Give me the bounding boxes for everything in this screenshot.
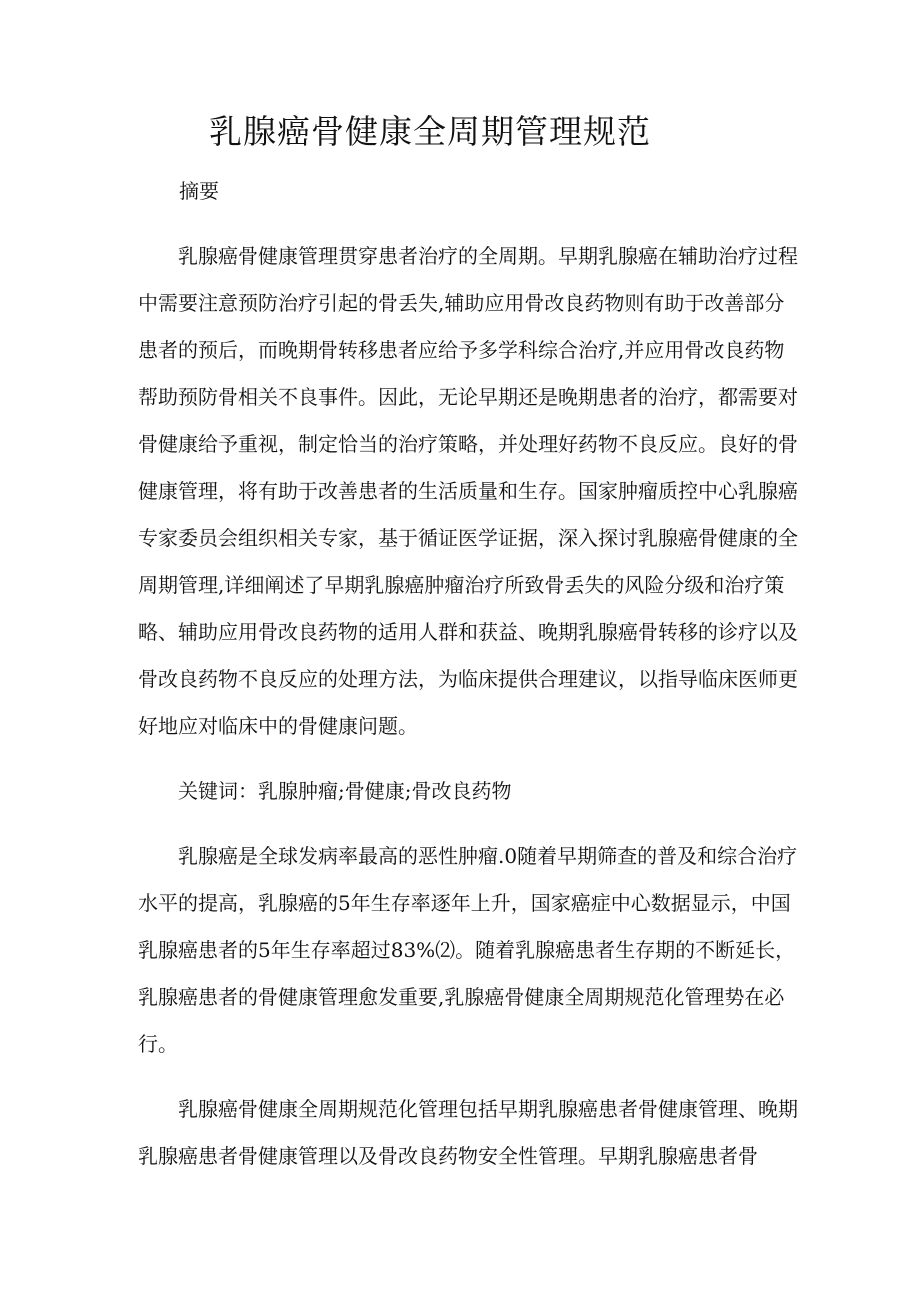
body-paragraph-2: 乳腺癌骨健康全周期规范化管理包括早期乳腺癌患者骨健康管理、晚期乳腺癌患者骨健康管理以及骨改良药物安全性管理。早期乳腺癌患者骨 xyxy=(138,1097,798,1168)
abstract-label: 摘要 xyxy=(179,179,219,203)
keywords-line: 关键词：乳腺肿瘤;骨健康;骨改良药物 xyxy=(178,779,512,803)
document-body xyxy=(138,168,798,1180)
document-title: 乳腺癌骨健康全周期管理规范 xyxy=(209,112,651,151)
body-paragraph-1: 乳腺癌是全球发病率最高的恶性肿瘤.0随着早期筛查的普及和综合治疗水平的提高，乳腺癌的5年生存率逐年上升，国家癌症中心数据显示，中国乳腺癌患者的5年生存率超过83%⑵。随着乳腺癌患者生存期的不断延长，乳腺癌患者的骨健康管理愈发重要,乳腺癌骨健康全周期规范化管理势在必行。 xyxy=(138,844,798,1056)
abstract-paragraph: 乳腺癌骨健康管理贯穿患者治疗的全周期。早期乳腺癌在辅助治疗过程中需要注意预防治疗引起的骨丢失,辅助应用骨改良药物则有助于改善部分患者的预后，而晚期骨转移患者应给予多学科综合治疗,并应用骨改良药物帮助预防骨相关不良事件。因此，无论早期还是晚期患者的治疗，都需要对骨健康给予重视，制定恰当的治疗策略，并处理好药物不良反应。良好的骨健康管理，将有助于改善患者的生活质量和生存。国家肿瘤质控中心乳腺癌专家委员会组织相关专家，基于循证医学证据，深入探讨乳腺癌骨健康的全周期管理,详细阐述了早期乳腺癌肿瘤治疗所致骨丢失的风险分级和治疗策略、辅助应用骨改良药物的适用人群和获益、晚期乳腺癌骨转移的诊疗以及骨改良药物不良反应的处理方法，为临床提供合理建议，以指导临床医师更好地应对临床中的骨健康问题。 xyxy=(138,244,798,738)
